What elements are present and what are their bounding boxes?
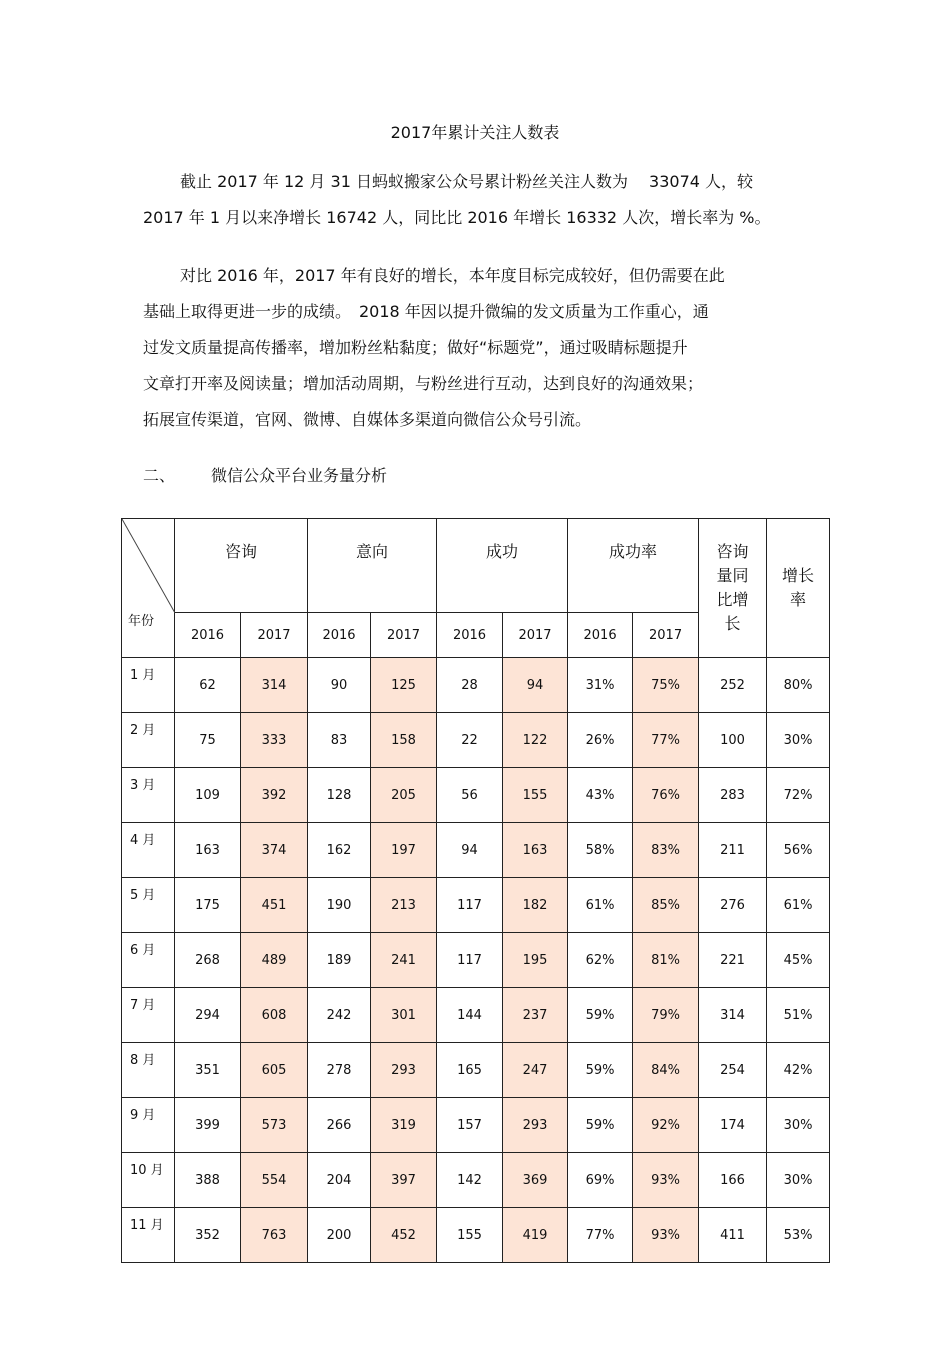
table-cell: 83% [633,823,699,878]
header-growth-rate [767,519,830,658]
table-cell: 200 [308,1208,371,1263]
table-row [122,933,830,988]
table-cell: 204 [308,1153,371,1208]
corner-header-cell [122,519,175,658]
table-cell: 22 [437,713,503,768]
table-cell: 53% [767,1208,830,1263]
table-cell: 351 [175,1043,241,1098]
table-cell: 237 [503,988,568,1043]
paragraph-followers [143,164,823,236]
table-cell: 392 [241,768,308,823]
header-consult-yoy [699,519,767,658]
document-title: 2017年累计关注人数表 [390,123,560,142]
diagonal-line [122,519,175,663]
table-cell: 763 [241,1208,308,1263]
table-cell: 182 [503,878,568,933]
paragraph-line: 文章打开率及阅读量；增加活动周期，与粉丝进行互动，达到良好的沟通效果； [143,374,704,393]
table-cell: 247 [503,1043,568,1098]
header-line: 量同 [716,566,749,585]
table-row [122,1043,830,1098]
table-cell: 58% [568,823,633,878]
table-cell: 397 [371,1153,437,1208]
table-cell: 56 [437,768,503,823]
year-header: 2016 [308,613,371,658]
table-cell: 109 [175,768,241,823]
table-cell: 77% [568,1208,633,1263]
table-cell: 125 [371,658,437,713]
table-cell: 117 [437,933,503,988]
table-cell: 51% [767,988,830,1043]
table-row [122,878,830,933]
month-cell: 6 月 [122,933,175,988]
header-line: 长 [724,614,741,633]
table-cell: 45% [767,933,830,988]
month-cell: 5 月 [122,878,175,933]
table-cell: 144 [437,988,503,1043]
month-cell: 11 月 [122,1208,175,1263]
header-line: 率 [790,590,807,609]
table-cell: 205 [371,768,437,823]
table-cell: 195 [503,933,568,988]
paragraph-line: 2017 年 1 月以来净增长 16742 人，同比比 2016 年增长 16332 人次，增长率为 %。 [143,208,771,227]
table-cell: 43% [568,768,633,823]
table-cell: 374 [241,823,308,878]
table-cell: 452 [371,1208,437,1263]
table-cell: 69% [568,1153,633,1208]
table-row [122,988,830,1043]
table-cell: 26% [568,713,633,768]
table-cell: 174 [699,1098,767,1153]
table-cell: 72% [767,768,830,823]
year-header: 2016 [437,613,503,658]
header-intent: 意向 [308,519,437,613]
table-cell: 293 [371,1043,437,1098]
month-cell: 4 月 [122,823,175,878]
year-header: 2017 [503,613,568,658]
table-cell: 30% [767,713,830,768]
table-cell: 128 [308,768,371,823]
table-cell: 605 [241,1043,308,1098]
table-cell: 94 [503,658,568,713]
table-cell: 61% [568,878,633,933]
table-cell: 75 [175,713,241,768]
table-cell: 163 [503,823,568,878]
table-cell: 369 [503,1153,568,1208]
table-cell: 81% [633,933,699,988]
table-cell: 268 [175,933,241,988]
table-cell: 241 [371,933,437,988]
business-volume-table [121,518,830,1263]
table-cell: 278 [308,1043,371,1098]
table-cell: 28 [437,658,503,713]
table-row [122,1098,830,1153]
table-row [122,768,830,823]
header-line: 比增 [716,590,749,609]
table-cell: 59% [568,1098,633,1153]
paragraph-line: 拓展宣传渠道，官网、微博、自媒体多渠道向微信公众号引流。 [143,410,592,429]
table-cell: 117 [437,878,503,933]
table-cell: 122 [503,713,568,768]
table-cell: 59% [568,988,633,1043]
table-cell: 252 [699,658,767,713]
table-cell: 276 [699,878,767,933]
table-cell: 31% [568,658,633,713]
month-cell: 9 月 [122,1098,175,1153]
table-cell: 76% [633,768,699,823]
header-success-rate: 成功率 [568,519,699,613]
table-cell: 94 [437,823,503,878]
table-cell: 30% [767,1098,830,1153]
table-row [122,1153,830,1208]
header-success: 成功 [437,519,568,613]
table-cell: 388 [175,1153,241,1208]
table-cell: 100 [699,713,767,768]
table-cell: 314 [241,658,308,713]
table-cell: 411 [699,1208,767,1263]
table-cell: 189 [308,933,371,988]
table-cell: 59% [568,1043,633,1098]
table-cell: 79% [633,988,699,1043]
month-cell: 2 月 [122,713,175,768]
table-cell: 90 [308,658,371,713]
table-cell: 175 [175,878,241,933]
table-cell: 301 [371,988,437,1043]
table-body [122,658,830,1263]
table-cell: 254 [699,1043,767,1098]
year-header: 2017 [371,613,437,658]
paragraph-comparison [143,258,823,438]
table-row [122,713,830,768]
table-cell: 166 [699,1153,767,1208]
table-cell: 451 [241,878,308,933]
table-cell: 80% [767,658,830,713]
table-cell: 352 [175,1208,241,1263]
table-cell: 61% [767,878,830,933]
year-header: 2016 [568,613,633,658]
table-cell: 283 [699,768,767,823]
table-cell: 93% [633,1208,699,1263]
table-cell: 165 [437,1043,503,1098]
header-line: 咨询 [716,542,749,561]
table-cell: 399 [175,1098,241,1153]
table-cell: 163 [175,823,241,878]
table-cell: 158 [371,713,437,768]
table-cell: 197 [371,823,437,878]
table-row [122,1208,830,1263]
section-number: 二、 [143,466,176,485]
table-cell: 62% [568,933,633,988]
year-axis-label: 年份 [128,614,155,629]
paragraph-line: 过发文质量提高传播率，增加粉丝粘黏度；做好“标题党”，通过吸睛标题提升 [143,338,688,357]
table-cell: 573 [241,1098,308,1153]
table-cell: 56% [767,823,830,878]
table-cell: 333 [241,713,308,768]
table-cell: 213 [371,878,437,933]
table-cell: 155 [503,768,568,823]
month-cell: 7 月 [122,988,175,1043]
table-cell: 266 [308,1098,371,1153]
table-cell: 554 [241,1153,308,1208]
header-line: 增长 [782,566,815,585]
header-consult: 咨询 [175,519,308,613]
month-cell: 8 月 [122,1043,175,1098]
table-cell: 30% [767,1153,830,1208]
month-cell: 10 月 [122,1153,175,1208]
table-cell: 77% [633,713,699,768]
table-cell: 489 [241,933,308,988]
section-title: 微信公众平台业务量分析 [211,466,388,485]
table-cell: 92% [633,1098,699,1153]
section-heading [143,463,387,486]
table-cell: 293 [503,1098,568,1153]
table-cell: 84% [633,1043,699,1098]
table-cell: 157 [437,1098,503,1153]
table-cell: 314 [699,988,767,1043]
table-cell: 42% [767,1043,830,1098]
table-cell: 162 [308,823,371,878]
table-cell: 155 [437,1208,503,1263]
table-row [122,823,830,878]
year-header: 2017 [241,613,308,658]
table-cell: 319 [371,1098,437,1153]
table-cell: 221 [699,933,767,988]
table-cell: 85% [633,878,699,933]
paragraph-line: 截止 2017 年 12 月 31 日蚂蚁搬家公众号累计粉丝关注人数为 33074 人，较 [180,172,754,191]
table-cell: 211 [699,823,767,878]
table-cell: 419 [503,1208,568,1263]
table-cell: 608 [241,988,308,1043]
table-cell: 75% [633,658,699,713]
year-header: 2016 [175,613,241,658]
month-cell: 1 月 [122,658,175,713]
table-cell: 294 [175,988,241,1043]
table-cell: 83 [308,713,371,768]
table-cell: 93% [633,1153,699,1208]
table-cell: 190 [308,878,371,933]
table-cell: 142 [437,1153,503,1208]
month-cell: 3 月 [122,768,175,823]
paragraph-line: 基础上取得更进一步的成绩。 2018 年因以提升微编的发文质量为工作重心，通 [143,302,709,321]
paragraph-line: 对比 2016 年，2017 年有良好的增长，本年度目标完成较好，但仍需要在此 [180,266,725,285]
table-row [122,658,830,713]
year-header: 2017 [633,613,699,658]
table-cell: 62 [175,658,241,713]
table-cell: 242 [308,988,371,1043]
